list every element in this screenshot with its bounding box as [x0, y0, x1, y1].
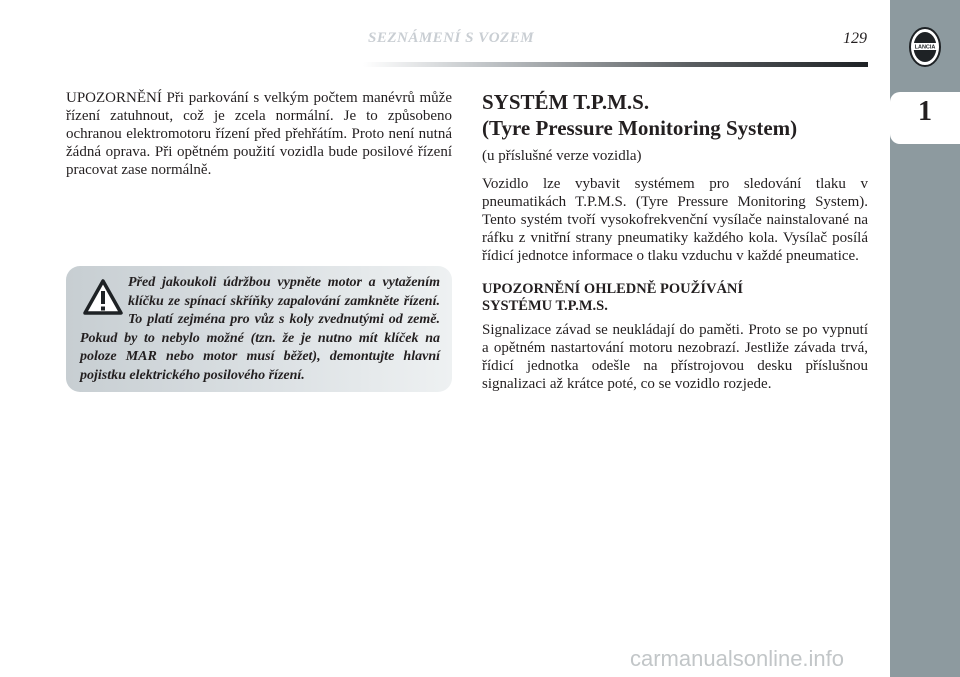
- tpms-warning-heading-line1: UPOZORNĚNÍ OHLEDNĚ POUŽÍVÁNÍ: [482, 281, 744, 297]
- tpms-warning-paragraph: Signalizace závad se neukládají do paměti. Proto se po vypnutí a opětném nastartování motoru nezobrazí. Jestliže závada trvá, řídicí jednotka odešle na přístrojovou desku příslušnou signalizaci až krátce poté, co se vozidlo rozjede.: [482, 322, 868, 392]
- running-title: SEZNÁMENÍ S VOZEM: [368, 30, 535, 46]
- warning-text-content: Před jakoukoli údržbou vypněte motor a vytažením klíčku ze spínací skříňky zapalování zamkněte řízení. To platí zejména pro vůz s koly zvednutými od země. Pokud by to nebylo možné (tzn. že je nutno mít klíček na poloze MAR nebo motor musí běžet), demontujte hlavní pojistku elektrického posilového řízení.: [80, 275, 440, 383]
- version-note: (u příslušné verze vozidla): [482, 148, 642, 164]
- warning-text: [80, 274, 440, 385]
- lancia-logo-icon: [908, 26, 942, 73]
- section-title-line1: SYSTÉM T.P.M.S.: [482, 90, 650, 114]
- right-column: [482, 89, 868, 393]
- page-header: [0, 0, 890, 70]
- footer-watermark: carmanualsonline.info: [630, 646, 845, 671]
- warning-box: [66, 266, 452, 392]
- section-title-line2: (Tyre Pressure Monitoring System): [482, 116, 798, 140]
- header-rule: [363, 62, 868, 67]
- steering-note-paragraph: UPOZORNĚNÍ Při parkování s velkým počtem manévrů může řízení zatuhnout, což je zcela normální. Je to způsobeno ochranou elektromotoru řízení před přehřátím. Proto není nutná žádná oprava. Při opětném použití vozidla bude posilové řízení pracovat zase normálně.: [66, 90, 452, 178]
- chapter-number: 1: [918, 96, 932, 127]
- tpms-description-paragraph: Vozidlo lze vybavit systémem pro sledování tlaku v pneumatikách T.P.M.S. (Tyre Pressure Monitoring System). Tento systém tvoří vysokofrekvenční vysílače nainstalované na ráfku z vnitřní strany pneumatiky každého kola. Vysílač posílá řídicí jednotce informace o tlaku vzduchu v každé pneumatice.: [482, 176, 868, 264]
- logo-lettering: LANCIA: [914, 44, 936, 51]
- icon-spacer: [80, 274, 128, 320]
- tpms-warning-heading: [482, 281, 868, 315]
- page-number: 129: [843, 30, 867, 47]
- tpms-warning-heading-line2: SYSTÉMU T.P.M.S.: [482, 298, 608, 314]
- chapter-side-tab: [890, 0, 960, 677]
- left-column: [66, 89, 452, 179]
- section-title: [482, 89, 868, 141]
